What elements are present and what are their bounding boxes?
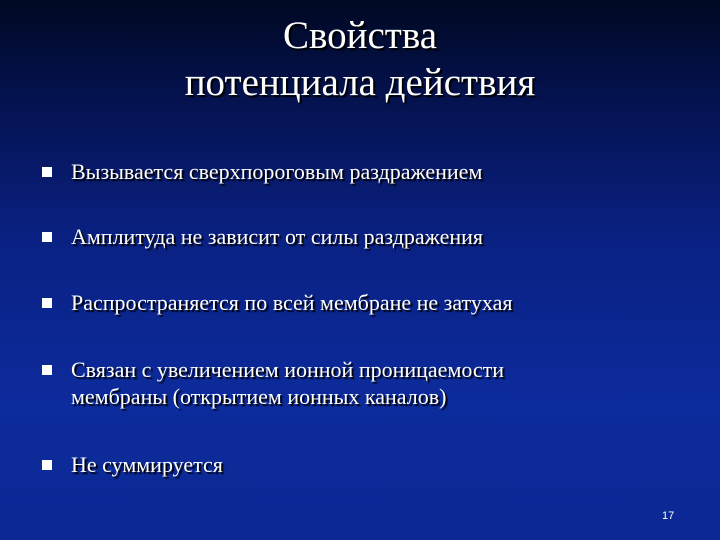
bullet-line: Амплитуда не зависит от силы раздражения bbox=[71, 224, 484, 249]
bullet-text bbox=[71, 223, 671, 250]
bullet-line: Связан с увеличением ионной проницаемости bbox=[71, 357, 505, 382]
square-bullet-icon bbox=[42, 167, 52, 177]
bullet-line: Не суммируется bbox=[71, 452, 223, 477]
bullet-text bbox=[71, 356, 671, 410]
square-bullet-icon bbox=[42, 298, 52, 308]
title-line-1: Свойства bbox=[282, 14, 438, 57]
title-line-2: потенциала действия bbox=[184, 61, 536, 104]
bullet-line: Распространяется по всей мембране не затухая bbox=[71, 290, 513, 315]
bullet-line: Вызывается сверхпороговым раздражением bbox=[71, 159, 483, 184]
bullet-line: мембраны (открытием ионных каналов) bbox=[71, 384, 447, 409]
bullet-text bbox=[71, 289, 671, 316]
square-bullet-icon bbox=[42, 460, 52, 470]
square-bullet-icon bbox=[42, 365, 52, 375]
square-bullet-icon bbox=[42, 232, 52, 242]
bullet-text bbox=[71, 451, 671, 478]
page-number: 17 bbox=[662, 510, 675, 522]
bullet-text bbox=[71, 158, 671, 185]
